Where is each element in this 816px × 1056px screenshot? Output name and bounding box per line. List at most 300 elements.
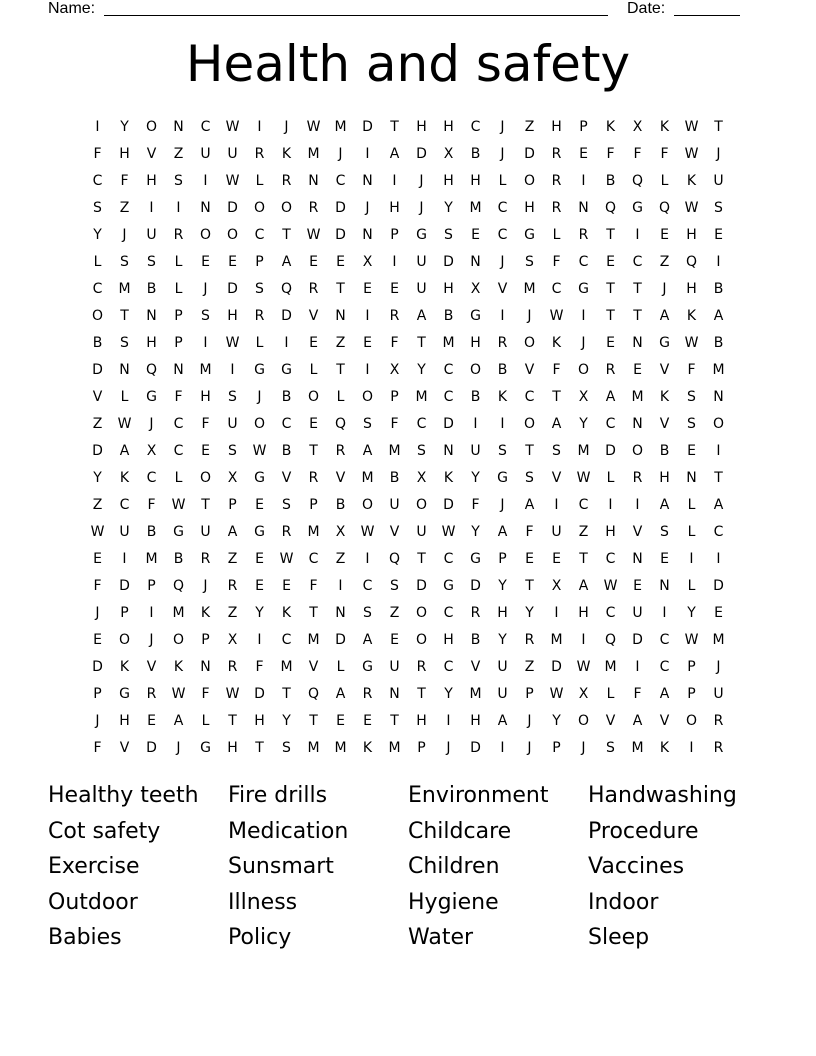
grid-letter: B (92, 334, 103, 351)
grid-letter: P (390, 388, 399, 405)
grid-letter: X (146, 442, 157, 459)
grid-letter: W (171, 496, 186, 513)
grid-letter: C (119, 496, 130, 513)
grid-letter: J (338, 145, 343, 162)
grid-letter: J (149, 631, 154, 648)
grid-letter: R (605, 361, 616, 378)
grid-letter: E (201, 442, 210, 459)
grid-letter: F (93, 739, 102, 756)
grid-letter: R (308, 469, 319, 486)
grid-letter: D (335, 199, 346, 216)
grid-letter: T (309, 442, 318, 459)
grid-letter: I (716, 550, 721, 567)
grid-letter: D (227, 280, 238, 297)
grid-letter: O (523, 172, 536, 189)
grid-letter: V (524, 361, 535, 378)
grid-letter: T (417, 685, 426, 702)
grid-letter: T (336, 280, 345, 297)
grid-letter: M (631, 739, 644, 756)
word-list-item: Water (408, 925, 474, 950)
grid-letter: Y (255, 604, 264, 621)
grid-letter: X (416, 469, 427, 486)
grid-letter: I (176, 199, 181, 216)
grid-letter: R (713, 712, 724, 729)
grid-letter: A (335, 685, 346, 702)
grid-letter: P (309, 496, 318, 513)
grid-letter: G (632, 199, 643, 216)
word-list-item: Environment (408, 783, 549, 808)
grid-letter: K (281, 145, 292, 162)
grid-letter: D (470, 739, 481, 756)
grid-letter: J (95, 712, 100, 729)
grid-letter: I (392, 172, 397, 189)
grid-letter: L (255, 172, 264, 189)
grid-letter: M (361, 469, 374, 486)
grid-letter: H (524, 199, 535, 216)
grid-letter: E (363, 334, 372, 351)
grid-letter: E (687, 442, 696, 459)
date-label: Date: (627, 0, 666, 17)
grid-letter: A (281, 253, 292, 270)
grid-letter: R (308, 280, 319, 297)
grid-letter: F (552, 361, 561, 378)
grid-letter: T (282, 226, 291, 243)
grid-letter: J (716, 145, 721, 162)
grid-letter: I (257, 631, 262, 648)
grid-letter: F (552, 253, 561, 270)
grid-letter: W (306, 226, 321, 243)
grid-letter: Z (119, 199, 130, 216)
grid-letter: H (227, 739, 238, 756)
grid-letter: A (713, 307, 724, 324)
grid-letter: H (227, 307, 238, 324)
grid-letter: T (120, 307, 129, 324)
grid-letter: B (146, 523, 157, 540)
grid-letter: D (146, 739, 157, 756)
grid-letter: Q (658, 199, 671, 216)
grid-letter: S (687, 388, 696, 405)
grid-letter: R (254, 145, 265, 162)
grid-letter: W (684, 199, 699, 216)
grid-letter: V (470, 658, 481, 675)
grid-letter: C (551, 280, 562, 297)
grid-letter: W (576, 658, 591, 675)
word-list-item: Healthy teeth (48, 783, 199, 808)
grid-letter: H (686, 280, 697, 297)
grid-letter: Z (524, 658, 535, 675)
grid-letter: D (713, 577, 724, 594)
grid-letter: W (306, 118, 321, 135)
grid-letter: O (523, 334, 536, 351)
grid-letter: J (365, 199, 370, 216)
grid-letter: J (176, 739, 181, 756)
grid-letter: I (446, 712, 451, 729)
grid-letter: P (687, 658, 696, 675)
grid-letter: P (174, 334, 183, 351)
grid-letter: Z (227, 604, 238, 621)
grid-letter: C (578, 253, 589, 270)
grid-letter: Y (120, 118, 129, 135)
grid-letter: S (552, 442, 561, 459)
grid-letter: N (146, 307, 157, 324)
grid-letter: W (225, 118, 240, 135)
grid-letter: E (255, 550, 264, 567)
grid-letter: Y (525, 604, 534, 621)
grid-letter: I (392, 253, 397, 270)
grid-letter: S (660, 523, 669, 540)
grid-letter: U (470, 442, 481, 459)
grid-letter: A (416, 307, 427, 324)
grid-letter: F (660, 145, 669, 162)
grid-letter: M (415, 388, 428, 405)
grid-letter: F (471, 496, 480, 513)
grid-letter: J (257, 388, 262, 405)
grid-letter: X (362, 253, 373, 270)
grid-letter: S (606, 739, 615, 756)
grid-letter: U (389, 496, 400, 513)
grid-letter: U (416, 523, 427, 540)
grid-letter: T (309, 712, 318, 729)
grid-letter: S (363, 415, 372, 432)
page-title: Health and safety (185, 35, 631, 93)
grid-letter: G (173, 523, 184, 540)
grid-letter: W (684, 145, 699, 162)
grid-letter: N (173, 361, 184, 378)
grid-letter: I (635, 496, 640, 513)
word-list-item: Handwashing (588, 783, 737, 808)
grid-letter: A (497, 523, 508, 540)
grid-letter: D (632, 631, 643, 648)
grid-letter: U (200, 145, 211, 162)
grid-letter: W (225, 172, 240, 189)
grid-letter: M (388, 442, 401, 459)
grid-letter: S (687, 415, 696, 432)
grid-letter: W (549, 307, 564, 324)
grid-letter: E (336, 712, 345, 729)
grid-letter: Z (524, 118, 535, 135)
grid-letter: H (119, 712, 130, 729)
grid-letter: B (389, 469, 400, 486)
grid-letter: I (95, 118, 100, 135)
grid-letter: M (577, 442, 590, 459)
grid-letter: H (389, 199, 400, 216)
grid-letter: F (120, 172, 129, 189)
grid-letter: C (173, 415, 184, 432)
grid-letter: H (470, 334, 481, 351)
word-list-item: Medication (228, 818, 349, 844)
grid-letter: W (225, 685, 240, 702)
grid-letter: M (118, 280, 131, 297)
grid-letter: T (417, 550, 426, 567)
grid-letter: C (443, 361, 454, 378)
grid-letter: G (200, 739, 211, 756)
grid-letter: K (659, 118, 670, 135)
grid-letter: I (365, 550, 370, 567)
grid-letter: C (605, 415, 616, 432)
grid-letter: H (551, 118, 562, 135)
grid-letter: V (497, 280, 508, 297)
grid-letter: D (443, 253, 454, 270)
grid-letter: W (360, 523, 375, 540)
grid-letter: J (419, 172, 424, 189)
grid-letter: T (525, 577, 534, 594)
grid-letter: H (578, 604, 589, 621)
grid-letter: O (253, 415, 266, 432)
grid-letter: Y (444, 199, 453, 216)
grid-letter: J (500, 118, 505, 135)
grid-letter: V (632, 523, 643, 540)
grid-letter: O (361, 496, 374, 513)
grid-letter: N (713, 388, 724, 405)
grid-letter: R (497, 334, 508, 351)
grid-letter: X (227, 631, 238, 648)
grid-letter: P (687, 685, 696, 702)
grid-letter: S (714, 199, 723, 216)
grid-letter: N (632, 550, 643, 567)
grid-letter: O (226, 226, 239, 243)
grid-letter: I (365, 361, 370, 378)
grid-letter: I (635, 226, 640, 243)
grid-letter: H (443, 172, 454, 189)
grid-letter: G (578, 280, 589, 297)
grid-letter: L (498, 172, 507, 189)
grid-letter: D (443, 496, 454, 513)
grid-letter: D (605, 442, 616, 459)
grid-letter: B (713, 334, 724, 351)
grid-letter: P (93, 685, 102, 702)
grid-letter: C (173, 442, 184, 459)
grid-letter: G (254, 361, 265, 378)
grid-letter: T (255, 739, 264, 756)
word-list-item: Fire drills (228, 783, 328, 808)
grid-letter: M (523, 280, 536, 297)
grid-letter: O (712, 415, 725, 432)
grid-letter: A (659, 685, 670, 702)
grid-letter: N (335, 307, 346, 324)
grid-letter: T (606, 280, 615, 297)
grid-letter: E (660, 550, 669, 567)
grid-letter: J (419, 199, 424, 216)
grid-letter: M (307, 631, 320, 648)
grid-letter: S (390, 577, 399, 594)
grid-letter: J (284, 118, 289, 135)
grid-letter: Q (604, 631, 617, 648)
date-blank-line (674, 15, 740, 16)
grid-letter: X (227, 469, 238, 486)
grid-letter: C (443, 658, 454, 675)
grid-letter: R (146, 685, 157, 702)
grid-letter: F (390, 334, 399, 351)
grid-letter: C (578, 496, 589, 513)
grid-letter: S (525, 253, 534, 270)
grid-letter: Y (93, 226, 102, 243)
grid-letter: I (500, 415, 505, 432)
grid-letter: L (660, 172, 669, 189)
grid-letter: L (174, 469, 183, 486)
grid-letter: X (443, 145, 454, 162)
grid-letter: K (659, 739, 670, 756)
grid-letter: F (633, 145, 642, 162)
grid-letter: U (713, 172, 724, 189)
grid-letter: B (470, 631, 481, 648)
grid-letter: E (255, 496, 264, 513)
grid-letter: L (606, 685, 615, 702)
grid-letter: W (603, 577, 618, 594)
grid-letter: C (281, 415, 292, 432)
grid-letter: A (713, 496, 724, 513)
grid-letter: I (284, 334, 289, 351)
grid-letter: C (443, 604, 454, 621)
grid-letter: U (227, 145, 238, 162)
grid-letter: U (146, 226, 157, 243)
grid-letter: M (280, 658, 293, 675)
grid-letter: J (122, 226, 127, 243)
grid-letter: Q (631, 172, 644, 189)
grid-letter: V (659, 415, 670, 432)
grid-letter: Q (685, 253, 698, 270)
grid-letter: Q (388, 550, 401, 567)
grid-letter: G (470, 307, 481, 324)
grid-letter: T (228, 712, 237, 729)
grid-letter: R (227, 577, 238, 594)
grid-letter: S (201, 307, 210, 324)
grid-letter: R (632, 469, 643, 486)
grid-letter: H (254, 712, 265, 729)
grid-letter: I (581, 631, 586, 648)
grid-letter: V (92, 388, 103, 405)
grid-letter: H (146, 334, 157, 351)
grid-letter: K (443, 469, 454, 486)
grid-letter: C (335, 172, 346, 189)
grid-letter: O (118, 631, 131, 648)
grid-letter: S (93, 199, 102, 216)
grid-letter: J (527, 712, 532, 729)
grid-letter: B (281, 388, 292, 405)
grid-letter: W (684, 118, 699, 135)
grid-letter: M (631, 388, 644, 405)
grid-letter: E (309, 334, 318, 351)
grid-letter: U (416, 280, 427, 297)
grid-letter: W (549, 685, 564, 702)
grid-letter: I (662, 604, 667, 621)
grid-letter: U (200, 523, 211, 540)
grid-letter: G (416, 226, 427, 243)
grid-letter: L (201, 712, 210, 729)
grid-letter: A (497, 712, 508, 729)
grid-letter: G (146, 388, 157, 405)
word-list-item: Childcare (408, 818, 512, 844)
grid-letter: G (254, 523, 265, 540)
grid-letter: E (633, 577, 642, 594)
grid-letter: L (687, 496, 696, 513)
grid-letter: H (416, 118, 427, 135)
grid-letter: L (309, 361, 318, 378)
grid-letter: D (92, 658, 103, 675)
grid-letter: O (307, 388, 320, 405)
grid-letter: J (581, 739, 586, 756)
grid-letter: Y (282, 712, 291, 729)
grid-letter: S (255, 280, 264, 297)
grid-letter: O (415, 604, 428, 621)
grid-letter: E (660, 226, 669, 243)
grid-letter: D (416, 577, 427, 594)
grid-letter: L (336, 658, 345, 675)
grid-letter: W (576, 469, 591, 486)
grid-letter: E (147, 712, 156, 729)
grid-letter: N (362, 226, 373, 243)
grid-letter: E (390, 280, 399, 297)
grid-letter: S (498, 442, 507, 459)
grid-letter: A (227, 523, 238, 540)
grid-letter: H (443, 631, 454, 648)
grid-letter: K (686, 172, 697, 189)
grid-letter: P (201, 631, 210, 648)
grid-letter: Y (417, 361, 426, 378)
grid-letter: J (203, 280, 208, 297)
grid-letter: T (525, 442, 534, 459)
grid-letter: S (120, 253, 129, 270)
grid-letter: Z (335, 334, 346, 351)
grid-letter: V (119, 739, 130, 756)
grid-letter: O (469, 361, 482, 378)
grid-letter: A (119, 442, 130, 459)
grid-letter: I (230, 361, 235, 378)
grid-letter: A (632, 712, 643, 729)
grid-letter: Y (498, 631, 507, 648)
grid-letter: B (659, 442, 670, 459)
grid-letter: O (361, 388, 374, 405)
grid-letter: C (659, 658, 670, 675)
grid-letter: E (714, 604, 723, 621)
grid-letter: C (254, 226, 265, 243)
grid-letter: A (362, 442, 373, 459)
grid-letter: L (606, 469, 615, 486)
grid-letter: D (416, 145, 427, 162)
word-search-grid (84, 113, 732, 761)
grid-letter: R (335, 442, 346, 459)
grid-letter: R (173, 226, 184, 243)
grid-letter: H (443, 280, 454, 297)
grid-letter: J (149, 415, 154, 432)
grid-letter: M (199, 361, 212, 378)
word-list-item: Illness (228, 889, 298, 915)
grid-letter: T (336, 361, 345, 378)
grid-letter: M (172, 604, 185, 621)
grid-letter: I (581, 172, 586, 189)
grid-letter: I (203, 172, 208, 189)
grid-letter: W (252, 442, 267, 459)
grid-letter: F (687, 361, 696, 378)
grid-letter: Y (552, 712, 561, 729)
grid-letter: E (606, 253, 615, 270)
grid-letter: R (362, 685, 373, 702)
grid-letter: E (201, 253, 210, 270)
grid-letter: X (632, 118, 643, 135)
grid-letter: O (631, 442, 644, 459)
grid-letter: Y (687, 604, 696, 621)
grid-letter: U (551, 523, 562, 540)
grid-letter: P (174, 307, 183, 324)
grid-letter: S (228, 442, 237, 459)
grid-letter: A (659, 307, 670, 324)
grid-letter: Q (145, 361, 158, 378)
grid-letter: S (228, 388, 237, 405)
grid-letter: T (552, 388, 561, 405)
grid-letter: W (684, 631, 699, 648)
grid-letter: I (500, 307, 505, 324)
grid-letter: G (659, 334, 670, 351)
grid-letter: N (578, 199, 589, 216)
